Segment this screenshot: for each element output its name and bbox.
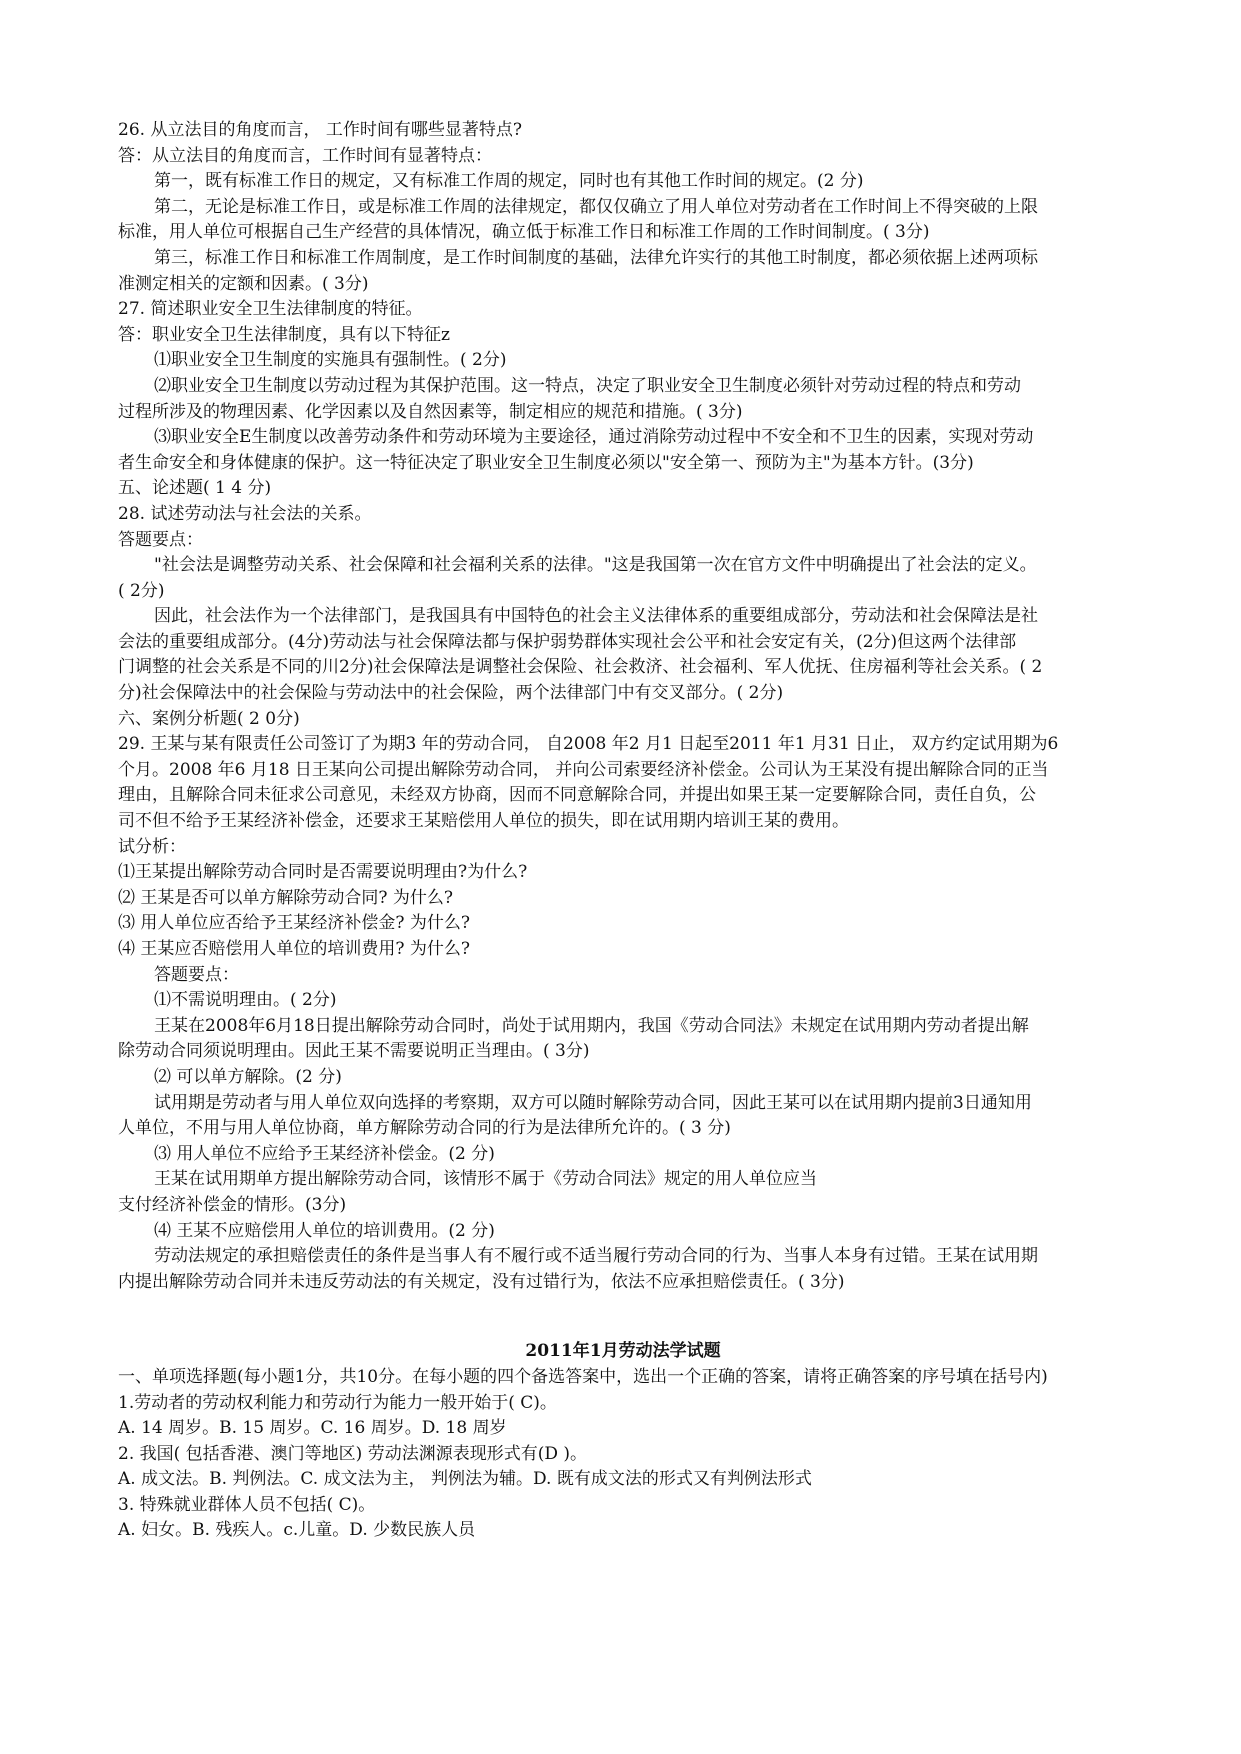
text-line: 理由，且解除合同未征求公司意见，未经双方协商，因而不同意解除合同，并提出如果王某一定要解除合同，责任自负，公: [118, 785, 1036, 806]
text-line: ⑶ 用人单位应否给予王某经济补偿金? 为什么?: [118, 913, 471, 934]
text-line: 第二，无论是标准工作日，或是标准工作周的法律规定，都仅仅确立了用人单位对劳动者在工作时间上不得突破的上限: [154, 196, 1038, 217]
text-line: 试分析：: [118, 836, 186, 857]
text-line: 支付经济补偿金的情形。(3分): [118, 1194, 347, 1215]
text-line: A. 14 周岁。B. 15 周岁。C. 16 周岁。D. 18 周岁: [118, 1418, 507, 1439]
text-line: ⑵ 可以单方解除。(2 分): [154, 1066, 342, 1087]
text-line: 司不但不给予王某经济补偿金，还要求王某赔偿用人单位的损失，即在试用期内培训王某的费用。: [118, 811, 849, 832]
text-line: 3. 特殊就业群体人员不包括( C)。: [118, 1494, 376, 1515]
text-line: 26. 从立法目的角度而言， 工作时间有哪些显著特点?: [118, 120, 522, 140]
text-line: 五、论述题( 1 4 分): [118, 478, 272, 499]
text-line: 答：职业安全卫生法律制度，具有以下特征z: [118, 324, 450, 345]
text-line: ⑶ 用人单位不应给予王某经济补偿金。(2 分): [154, 1143, 495, 1164]
text-line: ⑷ 王某应否赔偿用人单位的培训费用? 为什么?: [118, 939, 471, 959]
text-line: 准测定相关的定额和因素。( 3分): [118, 273, 369, 294]
text-line: 标准，用人单位可根据自己生产经营的具体情况，确立低于标准工作日和标准工作周的工作时间制度。( 3分): [118, 222, 930, 243]
answers-section: [118, 118, 1128, 1295]
text-line: 劳动法规定的承担赔偿责任的条件是当事人有不履行或不适当履行劳动合同的行为、当事人本身有过错。王某在试用期: [154, 1246, 1038, 1267]
text-line: 人单位，不用与用人单位协商，单方解除劳动合同的行为是法律所允许的。( 3 分): [118, 1118, 731, 1139]
text-line: 除劳动合同须说明理由。因此王某不需要说明正当理由。( 3分): [118, 1041, 590, 1062]
text-line: ⑵ 王某是否可以单方解除劳动合同? 为什么?: [118, 887, 454, 908]
text-line: 第一，既有标准工作日的规定，又有标准工作周的规定，同时也有其他工作时间的规定。(2 分): [154, 171, 864, 192]
questions-section: [118, 1365, 1128, 1544]
text-line: A. 成文法。B. 判例法。C. 成文法为主， 判例法为辅。D. 既有成文法的形式又有判例法形式: [118, 1469, 812, 1490]
text-line: 2. 我国( 包括香港、澳门等地区) 劳动法渊源表现形式有(D )。: [118, 1443, 587, 1464]
text-line: 因此，社会法作为一个法律部门，是我国具有中国特色的社会主义法律体系的重要组成部分，劳动法和社会保障法是社: [154, 606, 1038, 627]
text-line: A. 妇女。B. 残疾人。c.儿童。D. 少数民族人员: [118, 1520, 476, 1541]
text-line: 过程所涉及的物理因素、化学因素以及自然因素等，制定相应的规范和措施。( 3分): [118, 401, 743, 422]
text-line: 者生命安全和身体健康的保护。这一特征决定了职业安全卫生制度必须以"安全第一、预防为主"为基本方针。(3分): [118, 452, 974, 473]
text-line: 27. 简述职业安全卫生法律制度的特征。: [118, 299, 423, 320]
text-line: ⑴王某提出解除劳动合同时是否需要说明理由?为什么?: [118, 862, 528, 883]
text-line: 28. 试述劳动法与社会法的关系。: [118, 503, 372, 524]
text-line: ⑷ 王某不应赔偿用人单位的培训费用。(2 分): [154, 1220, 495, 1241]
text-line: 个月。2008 年6 月18 日王某向公司提出解除劳动合同， 并向公司索要经济补偿金。公司认为王某没有提出解除合同的正当: [118, 759, 1049, 780]
text-line: 第三，标准工作日和标准工作周制度，是工作时间制度的基础，法律允许实行的其他工时制度，都必须依据上述两项标: [154, 247, 1038, 268]
text-line: 内提出解除劳动合同并未违反劳动法的有关规定，没有过错行为，依法不应承担赔偿责任。( 3分): [118, 1271, 845, 1292]
text-line: ⑵职业安全卫生制度以劳动过程为其保护范围。这一特点，决定了职业安全卫生制度必须针对劳动过程的特点和劳动: [154, 375, 1021, 396]
text-line: 1.劳动者的劳动权利能力和劳动行为能力一般开始于( C)。: [118, 1392, 557, 1413]
text-line: 答：从立法目的角度而言，工作时间有显著特点：: [118, 145, 492, 166]
text-line: ( 2分): [118, 580, 165, 601]
text-line: 29. 王某与某有限责任公司签订了为期3 年的劳动合同， 自2008 年2 月1 日起至2011 年1 月31 日止， 双方约定试用期为6: [118, 734, 1059, 755]
text-line: 门调整的社会关系是不同的川2分)社会保障法是调整社会保险、社会救济、社会福利、军人优抚、住房福利等社会关系。( 2: [118, 657, 1043, 678]
text-line: ⑴职业安全卫生制度的实施具有强制性。( 2分): [154, 350, 507, 371]
text-line: ⑴不需说明理由。( 2分): [154, 990, 337, 1011]
document-content: [118, 118, 1128, 1544]
exam-title: 2011年1月劳动法学试题: [525, 1341, 721, 1362]
text-line: 王某在试用期单方提出解除劳动合同，该情形不属于《劳动合同法》规定的用人单位应当: [154, 1169, 817, 1190]
text-line: "社会法是调整劳动关系、社会保障和社会福利关系的法律。"这是我国第一次在官方文件中明确提出了社会法的定义。: [154, 555, 1037, 576]
text-line: 分)社会保障法中的社会保险与劳动法中的社会保险，两个法律部门中有交叉部分。( 2分): [118, 683, 784, 704]
text-line: ⑶职业安全E生制度以改善劳动条件和劳动环境为主要途径，通过消除劳动过程中不安全和不卫生的因素，实现对劳动: [154, 427, 1034, 448]
text-line: 试用期是劳动者与用人单位双向选择的考察期，双方可以随时解除劳动合同，因此王某可以在试用期内提前3日通知用: [154, 1092, 1032, 1113]
text-line: 答题要点：: [154, 964, 239, 985]
text-line: 六、案例分析题( 2 0分): [118, 708, 300, 729]
text-line: 王某在2008年6月18日提出解除劳动合同时，尚处于试用期内，我国《劳动合同法》未规定在试用期内劳动者提出解: [154, 1015, 1029, 1036]
text-line: 答题要点：: [118, 529, 203, 550]
text-line: 会法的重要组成部分。(4分)劳动法与社会保障法都与保护弱势群体实现社会公平和社会安定有关，(2分)但这两个法律部: [118, 631, 1017, 652]
text-line: 一、单项选择题(每小题1分，共10分。在每小题的四个备选答案中，选出一个正确的答案，请将正确答案的序号填在括号内): [118, 1366, 1048, 1387]
